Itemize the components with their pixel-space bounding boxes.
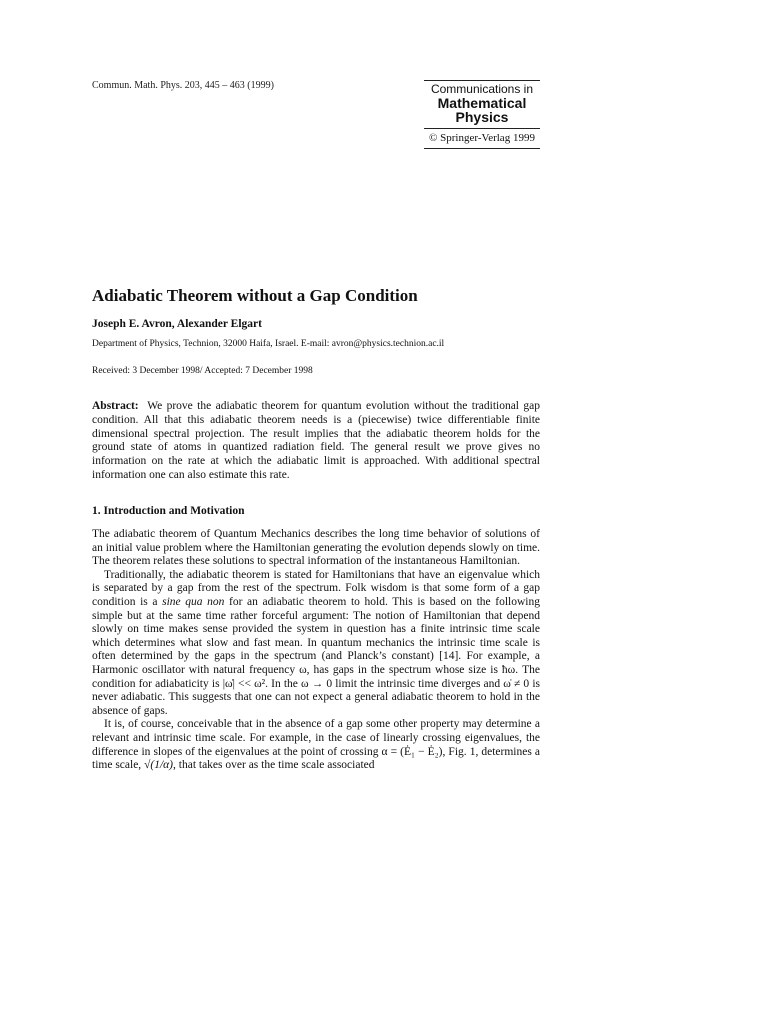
journal-name-line2: Mathematical: [437, 94, 527, 111]
middle-rule: [424, 128, 540, 129]
abstract-label: Abstract:: [92, 400, 139, 412]
paragraph-1: The adiabatic theorem of Quantum Mechanics describes the long time behavior of solutions of an initial value problem where the Hamiltonian generating the evolution depends slowly on time. The theorem relates these solutions to spectral information of the instantaneous Hamiltonian.: [92, 528, 540, 568]
journal-name-line3: Physics: [455, 109, 509, 126]
abstract: [92, 400, 540, 483]
bottom-rule: [424, 148, 540, 149]
section-heading: 1. Introduction and Motivation: [92, 505, 245, 517]
journal-logo-box: [424, 80, 540, 149]
journal-citation: Commun. Math. Phys. 203, 445 – 463 (1999): [92, 80, 274, 91]
paragraph-2-part-b: for an adiabatic theorem to hold. This is based on the following simple but at the same time rather forceful argument: The notion of Hamiltonian that depend slowly on time makes sense provided the system in question has a finite intrinsic time scale which determines what slow and fast mean. In quantum mechanics the intrinsic time scale is often determined by the gaps in the spectrum (and Planck’s constant) [14]. For example, a Harmonic oscillator with natural frequency ω, has gaps in the spectrum whose size is ħω. The condition for adiabaticity is |ω̇| << ω². In the ω → 0 limit the intrinsic time diverges and ω̇ ≠ 0 is never adiabatic. This suggests that one can not expect a general adiabatic theorem to hold in the absence of gaps.: [92, 595, 540, 717]
paper-authors: Joseph E. Avron, Alexander Elgart: [92, 318, 262, 330]
copyright-notice: © Springer-Verlag 1999: [429, 131, 535, 144]
top-rule: [424, 80, 540, 81]
paragraph-2-part-a: Traditionally, the adiabatic theorem is stated for Hamiltonians that have an eigenvalue which is separated by a gap from the rest of the spectrum. Folk wisdom is that some form of a gap condition is a: [92, 568, 540, 608]
paragraph-2: [92, 569, 540, 719]
journal-name-line1: Communications in: [430, 82, 534, 96]
author-affiliation: Department of Physics, Technion, 32000 Haifa, Israel. E-mail: avron@physics.technion.ac.il: [92, 339, 445, 349]
section-body: [92, 528, 540, 773]
received-dates: Received: 3 December 1998/ Accepted: 7 December 1998: [92, 366, 313, 376]
abstract-text: We prove the adiabatic theorem for quantum evolution without the traditional gap condition. All that this adiabatic theorem needs is a (piecewise) twice differentiable finite dimensional spectral projection. The result implies that the adiabatic theorem holds for the ground state of atoms in quantized radiation field. The general result we prove gives no information on the rate at which the adiabatic limit is approached. With additional spectral information one can also estimate this rate.: [92, 400, 540, 481]
paragraph-3-part-b: , that takes over as the time scale associated: [173, 759, 375, 772]
paragraph-3-math: √(1/α): [144, 759, 174, 772]
paragraph-3-part-a: It is, of course, conceivable that in the absence of a gap some other property may determine a relevant and intrinsic time scale. For example, in the case of linearly crossing eigenvalues, the difference in slopes of the eigenvalues at the point of crossing α = (Ė₁ − Ė₂), Fig. 1, determines a time scale,: [92, 718, 540, 772]
paragraph-3: [92, 718, 540, 772]
paper-title: Adiabatic Theorem without a Gap Condition: [92, 286, 418, 305]
paragraph-2-emphasis: sine qua non: [162, 595, 225, 608]
